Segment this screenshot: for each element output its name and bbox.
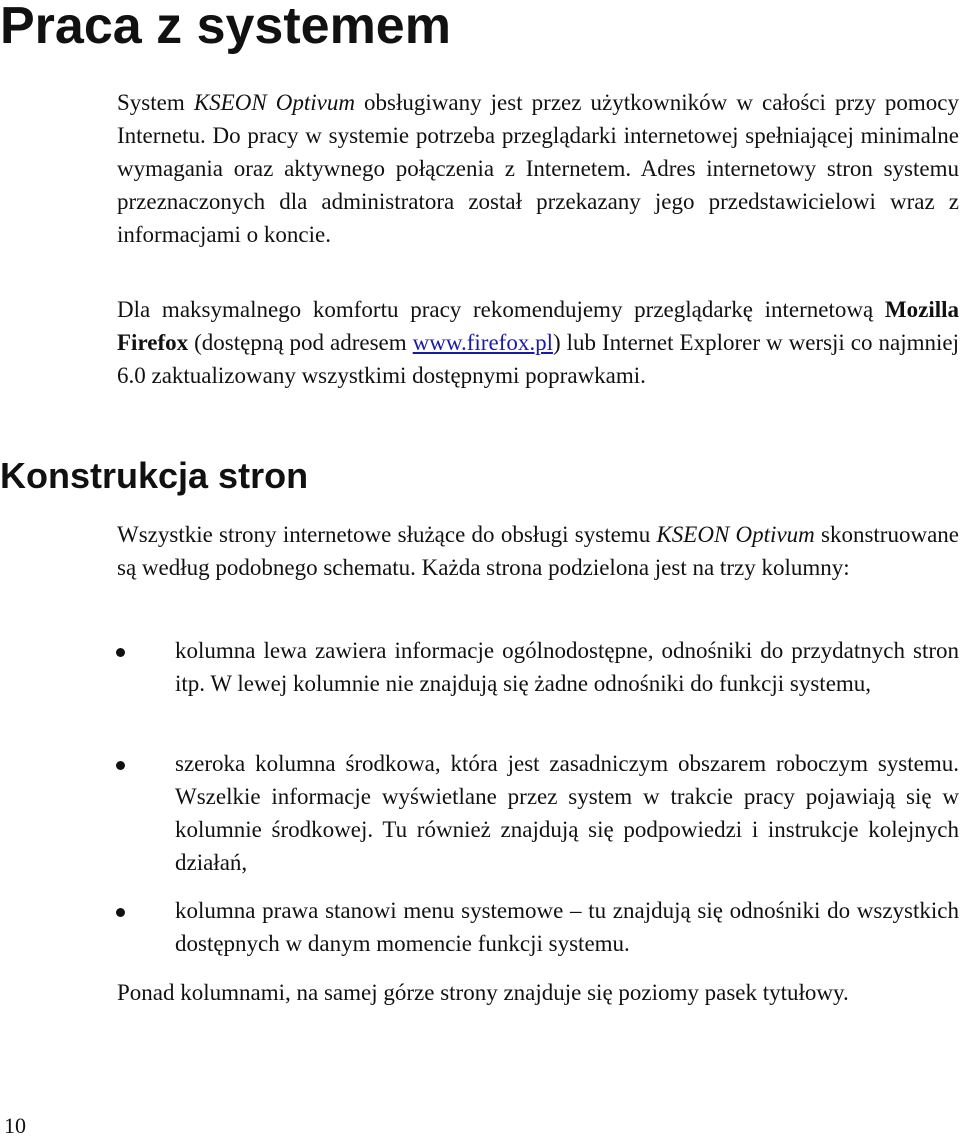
bullet-icon — [116, 761, 125, 770]
bullet-icon — [116, 648, 125, 657]
list-item-text: kolumna prawa stanowi menu systemowe – tu znajdują się odnośniki do wszystkich dostępnych w danym momencie funkcji systemu. — [175, 898, 959, 956]
bullet-icon — [116, 908, 125, 917]
section-p1-text-b: skonstruowane są według podobnego schematu. Każda strona podzielona jest na trzy kolumny: — [117, 522, 959, 580]
intro-p1-text-a: System — [117, 90, 194, 115]
intro-p2-text-c: ) lub Internet Explorer w wersji co najmniej 6.0 zaktualizowany wszystkimi dostępnymi poprawkami. — [117, 330, 959, 388]
intro-paragraph-1 — [117, 86, 959, 251]
section-p1-text-a: Wszystkie strony internetowe służące do obsługi systemu — [117, 522, 657, 547]
list-item-text: kolumna lewa zawiera informacje ogólnodostępne, odnośniki do przydatnych stron itp. W lewej kolumnie nie znajdują się żadne odnośniki do funkcji systemu, — [175, 638, 959, 696]
intro-p2-text-a: Dla maksymalnego komfortu pracy rekomendujemy przeglądarkę internetową — [117, 297, 885, 322]
product-name-section: KSEON Optivum — [656, 522, 815, 547]
page-title: Praca z systemem — [0, 0, 451, 55]
section-heading: Konstrukcja stron — [0, 455, 309, 496]
firefox-link[interactable]: www.firefox.pl — [412, 330, 553, 355]
list-item-text: szeroka kolumna środkowa, która jest zasadniczym obszarem roboczym systemu. Wszelkie informacje wyświetlane przez system w trakcie pracy pojawiają się w kolumnie środkowej. Tu również znajdują się podpowiedzi i instrukcje kolejnych działań, — [175, 751, 959, 875]
page-number: 10 — [4, 1113, 26, 1138]
intro-p2-text-b: (dostępną pod adresem — [188, 330, 413, 355]
intro-p1-text-b: obsługiwany jest przez użytkowników w całości przy pomocy Internetu. Do pracy w systemie potrzeba przeglądarki internetowej spełniającej minimalne wymagania oraz aktywnego połączenia z Internetem. Adres internetowy stron systemu przeznaczonych dla administratora został przekazany jego przedstawicielowi wraz z informacjami o koncie. — [117, 90, 959, 247]
section-paragraph-1 — [117, 518, 959, 584]
browser-name: Mozilla Firefox — [117, 297, 959, 355]
product-name: KSEON Optivum — [193, 90, 355, 115]
intro-paragraph-2 — [117, 293, 959, 392]
section-paragraph-last: Ponad kolumnami, na samej górze strony znajduje się poziomy pasek tytułowy. — [117, 980, 849, 1005]
